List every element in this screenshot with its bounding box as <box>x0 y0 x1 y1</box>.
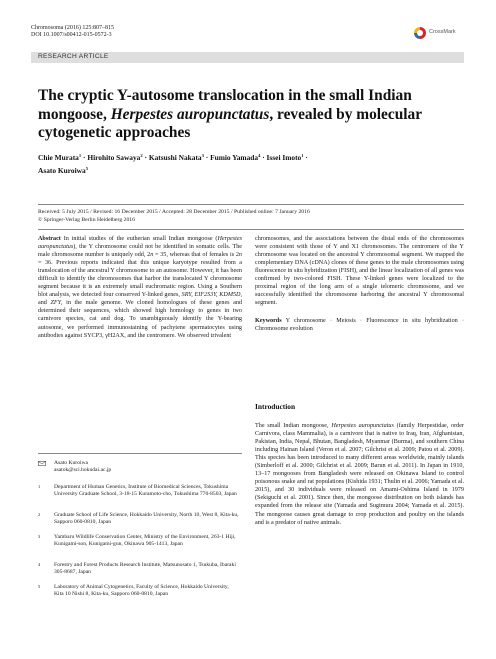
abstract-segment: = 36. Previous reports indicated that this unique karyotype resulted from a translocation of the ancestral Y chromosome to an autosome. However, it has been difficult to identify the chromosomes that harbor the translocated Y chromosome segment because it is an extremely small euchromatic region. Using a Southern blot analysis, we detected four conserved Y-linked genes, <box>38 260 242 299</box>
abstract-segment: = 35, whereas that of females is 2 <box>153 252 239 259</box>
author-name[interactable]: Chie Murata <box>38 153 79 162</box>
affiliation-text: Graduate School of Life Science, Hokkaido University, North 10, West 8, Kita-ku, Sapporo 060-0810, Japan <box>54 512 239 526</box>
article-title <box>38 87 438 143</box>
correspondence <box>38 460 238 474</box>
affiliation-number: 3 <box>38 534 41 539</box>
author-name[interactable]: Issei Imoto <box>266 153 302 162</box>
correspondence-name: Asato Kuroiwa <box>54 460 89 466</box>
affiliation-text: Yambaru Wildlife Conservation Center, Ministry of the Environment, 263-1 Hiji, Kunigami-son, Kunigami-gun, Okinawa 905-1413, Japan <box>54 534 236 548</box>
introduction-body <box>255 422 464 527</box>
affiliation-text: Department of Human Genetics, Institute of Biomedical Sciences, Tokushima University Graduate School, 3-18-15 Kuramoto-cho, Tokushima 770-8503, Japan <box>54 484 237 498</box>
affiliation-text: Laboratory of Animal Cytogenetics, Faculty of Science, Hokkaido University, Kita 10 Nishi 8, Kita-ku, Sapporo 060-0810, Japan <box>54 584 229 598</box>
article-type-label: RESEARCH ARTICLE <box>38 53 109 60</box>
author-list: Chie Murata$^1$ · Hirohito Sawaya$^2$ · Katsushi Nakata$^3$ · Fumio Yamada$^4$ · Issei Imoto$^1$ · Asato Kuroiwa$^5$ <box>38 153 308 175</box>
keywords <box>255 317 464 333</box>
intro-segment: (family Herpestidae, order Carnivora, class Mammalia), is a carnivore that is native to Iraq, Iran, Afghanistan, Pakistan, India, Nepal, Bhutan, Bangladesh, Myanmar (Burma), and southern China including Hainan Island (Veron et al. 2007; Gilchrist et al. 2009; Patou et al. 2009). This species has been introduced to many different areas worldwide, mainly islands (Simberloff et al. 2000; Gilchrist et al. 2009; Barun et al. 2011). In Japan in 1910, 13–17 mongooses from Bangladesh were released on Okinawa Island to control poisonous snake and rat populations (Kishida 1931; Thulin et al. 2006; Yamada et al. 2015), and 30 individuals were released on Amami-Oshima Island in 1979 (Sekiguchi et al. 2001). Since then, the mongoose distribution on both islands has expanded from the release site (Yamada and Sugimura 2004; Yamada et al. 2015). The mongoose causes great damage to crop production and poultry on the islands and is a predator of native animals. <box>255 423 465 526</box>
abstract-continuation: chromosomes, and the associations between the distal ends of the chromosomes were consistent with those of Y and X1 chromosomes. The centromere of the Y chromosome was located on the ancestral Y chromosomal segment. We mapped the complementary DNA (cDNA) clones of these genes to the male chromosomes using fluorescence in situ hybridization (FISH), and the linear localization of all genes was confirmed by two-colored FISH. These Y-linked genes were localized to the proximal region of the long arm of a single telomeric chromosome, and we successfully identified the chromosome harboring the ancestral Y chromosomal segment. <box>255 236 464 307</box>
keywords-label: Keywords <box>255 318 282 325</box>
intro-species: Herpestes auropunctatus <box>331 423 394 429</box>
affiliation-number: 2 <box>38 512 41 517</box>
author-affiliation-ref: 2 <box>140 153 143 158</box>
title-species: Herpestes auropunctatus <box>110 105 270 123</box>
abstract-segment: ), the Y chromosome could not be identified in somatic cells. The male chromosome number is uniquely odd, 2 <box>38 244 242 259</box>
doi[interactable]: DOI 10.1007/s00412-015-0572-3 <box>31 32 112 39</box>
affiliation-number: 1 <box>38 484 41 489</box>
abstract-species: Herpestes auropunctatus <box>38 236 242 251</box>
keywords-text: Y chromosome · Meiosis · Fluorescence in situ hybridization · Chromosome evolution <box>255 318 464 333</box>
history-dates: Received: 5 July 2015 / Revised: 16 December 2015 / Accepted: 28 December 2015 / Published online: 7 January 2016 <box>38 209 310 215</box>
abstract-left-column <box>38 235 242 340</box>
author-name[interactable]: Katsushi Nakata <box>148 153 202 162</box>
author-affiliation-ref: 4 <box>258 153 261 158</box>
journal-citation: Chromosoma (2016) 125:807–815 <box>31 25 114 31</box>
correspondence-email[interactable]: asatok@sci.hokudai.ac.jp <box>54 467 112 474</box>
abstract-segment: In initial studies of the eutherian small Indian mongoose ( <box>60 236 218 242</box>
copyright: © Springer-Verlag Berlin Heidelberg 2016 <box>38 216 135 223</box>
author-affiliation-ref: 5 <box>85 166 88 171</box>
abstract-label: Abstract <box>38 236 61 242</box>
envelope-icon <box>38 461 46 466</box>
affiliation-text: Forestry and Forest Products Research Institute, Matsunosato 1, Tsukuba, Ibaraki 305-8687, Japan <box>54 562 236 576</box>
author-affiliation-ref: 3 <box>201 153 204 158</box>
title-part: The cryptic Y-autosome translocation in the small Indian mongoose, <box>38 87 412 123</box>
divider <box>38 229 464 230</box>
author-name[interactable]: Asato Kuroiwa <box>38 166 86 175</box>
introduction-text <box>255 422 464 527</box>
abstract-text <box>38 235 242 340</box>
abstract-segment: , and <box>38 292 242 307</box>
abstract-right-column <box>255 235 464 334</box>
author-affiliation-ref: 1 <box>78 153 82 158</box>
introduction-heading: Introduction <box>255 402 296 411</box>
author-affiliation-ref: 1 <box>301 153 304 158</box>
divider <box>38 204 464 205</box>
crossmark-icon <box>414 27 426 39</box>
publication-dates <box>38 209 458 224</box>
author-name[interactable]: Hirohito Sawaya <box>87 153 141 162</box>
author-name[interactable]: Fumio Yamada <box>210 153 259 162</box>
footnote-divider <box>38 453 242 454</box>
title-part: , revealed by molecular cytogenetic approaches <box>38 105 422 141</box>
affiliation-number: 5 <box>38 584 41 589</box>
abstract-segment: , in the male genome. We cloned homologues of these genes and determined their sequences, which showed high homology to genes in two carnivore species, cat and dog. To unambiguously identify the Y-bearing autosome, we performed immunostaining of pachytene spermatocytes using antibodies against SYCP3, γH2AX, and the centromere. We observed trivalent <box>38 300 242 339</box>
crossmark-badge[interactable] <box>414 27 464 41</box>
journal-header <box>31 25 114 40</box>
abstract-n-symbol: n <box>150 252 154 259</box>
crossmark-label: CrossMark <box>429 29 456 35</box>
abstract-gene-zfy: ZFY <box>50 300 62 307</box>
abstract-n-symbol: n <box>238 252 242 259</box>
abstract-genes: SRY, EIF2S3Y, KDM5D <box>181 292 241 299</box>
intro-segment: The small Indian mongoose, <box>255 423 332 429</box>
affiliation-number: 4 <box>38 562 41 567</box>
